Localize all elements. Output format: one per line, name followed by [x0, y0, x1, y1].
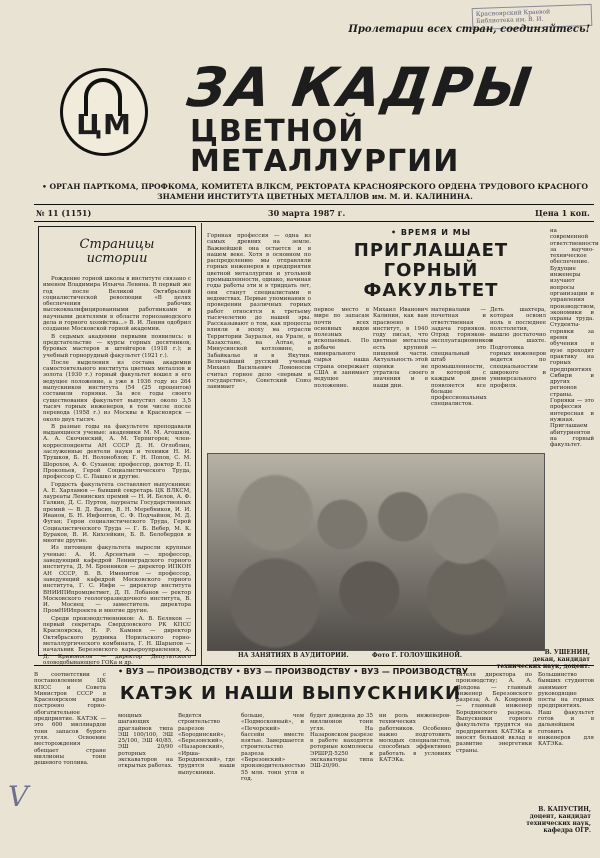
main-headline-line-1: ПРИГЛАШАЕТ ГОРНЫЙ	[353, 240, 509, 281]
column-divider	[201, 223, 202, 665]
bottom-column-2: Ведется строительство разрезов «Бородинский», «Березовский», «Назаровский», «Ирша-Бородинский», где трудятся наши выпускники.	[178, 713, 235, 776]
bottom-column-7: Большинство бывших студентов занимают руководящие посты на горных предприятиях. Наш факультет готов и в дальнейшем готовить инженеров для КАТЭКа.	[538, 672, 594, 748]
main-headline	[316, 241, 546, 301]
newspaper-title-top: ЗА КАДРЫ	[183, 56, 538, 119]
issue-number: № 11 (1151)	[36, 208, 92, 218]
history-paragraph-6: Из питомцев факультета выросли крупные ученые: А. И. Арсентьев — профессор, заведующий кафедрой Ленинградского горного института, Д. М. Бронников — директор ИПКОН АН СССР, В. В. Именитов — профессор, заведующий кафедрой Московского горного института, Г. С. Ивфи — директор института ВНИИПИпромцветмет, Д. П. Лобанов — ректор Московского геологоразведочного института, В. И. Моснец — заместитель директора ПромНИИпроекта и многие другие.	[43, 545, 191, 615]
article-right-column: на современной ответственности за научно-техническое обеспечение. Будущие инженеры изучают вопросы организации и управления производством, экономики и охраны труда. Студенты-горняки за время обучения в вузе проходят практику на горных предприятиях Сибири и других регионов страны. Горняки — это профессия интересная и нужная. Приглашаем абитуриентов на горный факультет.	[550, 228, 599, 449]
bottom-column-3: больше, чем «Подмосковный», и «Печорский» бассейн вместе взятые. Завершается строительство разреза «Березовский» производительностью 55 млн. тонн угля в год.	[241, 713, 306, 782]
bottom-signature-role: доцент, кандидат технических наук, кафедра ОГР.	[526, 813, 591, 834]
bottom-headline: КАТЭК И НАШИ ВЫПУСКНИКИ	[119, 683, 462, 704]
main-article-header	[316, 228, 546, 303]
publisher-line	[40, 182, 590, 202]
history-paragraph-4: В разные годы на факультете преподавали выдающиеся ученые: академики М. М. Агошков, А. А. Скочинский, А. М. Терпигорев; член-корреспонденты АН СССР Д. Н. Оглоблин, заслуженные деятели науки и техники Н. И. Трушков, Б. Н. Волоноблов; Г. Н. Попов, С. М. Шорохов, А. Ф. Суханов; профессор, доктор Е. П. Прокопьев, Герой Социалистического Труда, профессор С. С. Пашко и другие.	[43, 423, 191, 481]
article-signature	[492, 649, 590, 670]
bottom-section-label-2: • ВУЗ — ПРОИЗВОДСТВУ	[235, 667, 351, 676]
publisher-line-1: • ОРГАН ПАРТКОМА, ПРОФКОМА, КОМИТЕТА ВЛКСМ, РЕКТОРАТА КРАСНОЯРСКОГО ОРДЕНА ТРУДОВОГО КРАСНОГО	[41, 182, 589, 191]
article-column-b: Михаил Иванович Калинин, как вам прасвоено институт, в 1940 году писал, что цветные металлы есть крупной пищевой части. Актуальность этой оценки не утратила своего значения и в наши дни.	[373, 307, 428, 389]
issue-price: Цена 1 коп.	[535, 208, 590, 218]
signature-name: В. УШЕНИН,	[544, 649, 590, 656]
article-column-d: Деть шахтера, которая освоил ноль в последнее полстолетия, вышло достаточно в шахте. Подготовка горных инженеров ведется по специальностям широкого и универсального профиля.	[490, 307, 546, 389]
article-column-a: первое место в мире по запасам почти всех основных видов полезных ископаемых. По добыче минерального сырья наша страна опережает США и занимает ведущее положение.	[314, 307, 369, 389]
bottom-signature	[496, 806, 591, 834]
history-title-line-1: Страницы	[79, 237, 155, 252]
bottom-column-4: будет доведена до 35 миллионов тонн угля. На Назаровском разрезе в работе находятся роторные комплексы ЭРШРД-5250 и экскаваторы типа ЭШ-20/90.	[310, 713, 373, 770]
history-paragraph-1: Рождение горной школы в институте связано с именем Владимира Ильича Ленина. В первый же год после Великой Октябрьской социалистической революции «В целях обеспечения рабочих высококвалифицированными работниками и научными деятелями в области горнозаводского дела и горного хозяйства...» В. И. Ленин одобрил создание Московской горной академии.	[43, 276, 191, 333]
photo-credit: Фото Г. ГОЛОУШКИНОЙ.	[372, 652, 462, 659]
bottom-column-6: тителя директора по производству; А. А. Дохдова — главный инженер Березовского разреза; А. А. Ковровой — главный инженер Бородинского разреза. Выпускники горного факультета трудятся на предприятиях КАТЭКа и вносят большой вклад в развитие энергетики страны.	[456, 672, 532, 754]
mining-profession-text: Горнная профессия — одна из самых древних на земле. Важнейшей она остается и в нашем веке. Хотя в основном по распределению мы отправляли горных инженеров в предприятия цветной металлургии и угольной промышленности, однако, начиная годы работы эти и в тридцать лет, они станут специалистами в ведомствах. Первые упоминания о проведении различных горных работ относятся к третьему тысячелетию до нашей эры. Рассказывают о том, как процессы влияли в эпоху на отрасли Территории Зауралья, на Урале, в Казахстане, на Алтае, в Минусинской котловине, в Забайкалье и в Якутии. Величайший русский ученый Михаил Васильевич Ломоносов считал горное дело «первым в государстве», Советский Союз занимает	[207, 233, 311, 391]
logo-letters: ЦМ	[76, 108, 132, 141]
issue-date: 30 марта 1987 г.	[268, 208, 346, 218]
history-paragraph-5: Гордость факультета составляют выпускники: А. Е. Харламов — бывший секретарь ЦК ВЛКСМ, лауреаты Ленинских премий — Н. И. Белов, А. Ф. Галкин, Д. С. Пуртов, лауреаты Государственных премий — В. Д. Васин, В. Н. Меребников, И. И. Иванов, Б. Н. Инфонтов, С. Ф. Подчайнов, М. Д. Фуган; Герои социалистического Труда, Герой Социалистического Труда — Г. Б. Вебер, М. К. Бураков, В. И. Кихсейкин, Б. В. Белобердов и многие другие.	[43, 481, 191, 545]
bottom-column-1: мощных шагающих драглайнов типа ЭШ 100/100, ЭШ 25/100, ЭШ 40/85, ЭШ 20/90 роторных экскаваторов на открытых работах.	[118, 713, 173, 770]
photo-caption: НА ЗАНЯТИЯХ В АУДИТОРИИ.	[238, 652, 349, 659]
meta-rule	[34, 221, 594, 222]
history-paragraph-3: После выделения из состава академии самостоятельного института цветных металлов и золота (1930 г.) горный факультет вошел в его ведущее положение, а уже в 1936 году из 264 выпускников института (54 (25 процентов) составили горняки. За все годы своего существования факультет выпустил около 3,5 тысяч горных инженеров, в том числе после перевода (1958 г.) из Москвы в Красноярск — около двух тысяч.	[43, 359, 191, 423]
article-column-c: материалами — почетная и ответственная задача горняков. Отряд горняков-эксплуатационников — это специальный штаб промышленности, в которой с каждым днем появляется все больше профессиональных специалистов.	[431, 307, 492, 408]
bottom-column-5: ни роль инженеров-технических работников. Особенно важно подготовить молодых специалистов, способных эффективно работать в условиях КАТЭКа.	[379, 713, 451, 764]
history-paragraph-2: В седьмых академии первыми появились: в предстательстве — курсы горных десятников, буровых мастеров и штейгеров (1918 г.); и учебный горнорудный факультет (1921 г.).	[43, 333, 191, 359]
katek-intro-text: В соответствии с постановлением ЦК КПСС и Совета Министров СССР в Красноярском крае построено горно-обогатительное предприятие. КАТЭК — это 600 миллиардов тонн запасов бурого угля. Освоение месторождения обещает стране миллионы тонн дешевого топлива.	[34, 672, 106, 767]
bottom-section-label-1: • ВУЗ — ПРОИЗВОДСТВУ	[118, 667, 233, 676]
classroom-photo	[207, 453, 545, 651]
history-title	[43, 238, 191, 266]
bottom-signature-name: В. КАПУСТИН,	[538, 806, 591, 813]
top-rule	[34, 204, 594, 205]
bottom-section-label-3: • ВУЗ — ПРОИЗВОДСТВУ	[353, 667, 468, 676]
handwritten-mark: V	[8, 780, 29, 813]
history-title-line-2: истории	[86, 251, 148, 266]
signature-role: декан, кандидат технических наук, доцент.	[496, 656, 590, 670]
library-stamp: Красноярский Краевой Библиотека им. В. И.	[472, 4, 593, 30]
history-box	[38, 226, 196, 666]
bottom-section-header	[118, 667, 468, 676]
history-paragraph-7: Среди производственников: А. В. Беляков — первый секретарь Свердловского РК КПСС Красноярска, Н. Р. Камнев — директор Октябрьского рудника Норильского горно-металлургического комбината, Г. Н. Шарыпов — начальник Березовского карьероуправления, А. Д. Кривоносов — директор Депутатского оловодобывающего ГОКа и др.	[43, 615, 191, 666]
publisher-line-2: ЗНАМЕНИ ИНСТИТУТА ЦВЕТНЫХ МЕТАЛЛОВ им. М. И. КАЛИНИНА.	[157, 192, 473, 201]
newspaper-title-bottom: ЦВЕТНОЙ МЕТАЛЛУРГИИ	[190, 114, 460, 179]
lower-rule	[34, 665, 594, 666]
section-label: • ВРЕМЯ И МЫ	[391, 228, 471, 237]
main-headline-line-2: ФАКУЛЬТЕТ	[363, 280, 499, 301]
slogan: Пролетарии всех стран, соединяйтесь!	[348, 24, 590, 35]
